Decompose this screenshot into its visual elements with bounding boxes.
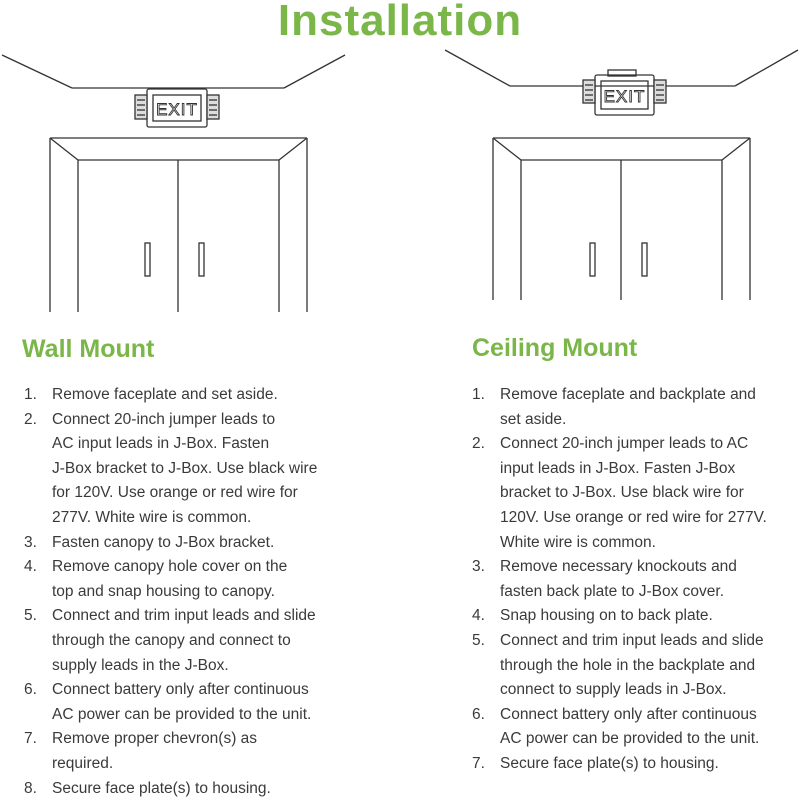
ceiling-mount-door-frame	[493, 138, 750, 300]
step-text: fasten back plate to J-Box cover.	[500, 580, 767, 605]
step-text: Remove faceplate and backplate and	[500, 383, 767, 408]
step-item	[472, 604, 767, 629]
step-text: Connect 20-inch jumper leads to AC	[500, 432, 767, 457]
door-handle-icon	[642, 243, 647, 276]
step-text: J-Box bracket to J-Box. Use black wire	[52, 457, 317, 482]
door-handle-icon	[590, 243, 595, 276]
step-item	[24, 604, 317, 678]
exit-sign-text: EXIT	[156, 100, 198, 119]
door-handle-icon	[199, 243, 204, 276]
step-text: supply leads in the J-Box.	[52, 654, 317, 679]
step-text: Remove faceplate and set aside.	[52, 383, 317, 408]
step-number: 1.	[24, 383, 37, 408]
step-number: 4.	[24, 555, 37, 580]
step-text: set aside.	[500, 408, 767, 433]
step-item	[472, 555, 767, 604]
step-item	[24, 531, 317, 556]
step-number: 3.	[472, 555, 485, 580]
step-text: required.	[52, 752, 317, 777]
step-text: connect to supply leads in J-Box.	[500, 678, 767, 703]
step-text: White wire is common.	[500, 531, 767, 556]
wall-mount-door-frame	[50, 138, 307, 312]
step-text: AC power can be provided to the unit.	[52, 703, 317, 728]
step-text: Remove proper chevron(s) as	[52, 727, 317, 752]
step-text: Snap housing on to back plate.	[500, 604, 767, 629]
step-text: Connect and trim input leads and slide	[52, 604, 317, 629]
page-title: Installation	[0, 0, 800, 46]
step-item	[24, 678, 317, 727]
step-text: AC power can be provided to the unit.	[500, 727, 767, 752]
step-text: AC input leads in J-Box. Fasten	[52, 432, 317, 457]
exit-sign-text: EXIT	[604, 87, 646, 106]
door-handle-icon	[145, 243, 150, 276]
step-item	[472, 383, 767, 432]
step-text: Secure face plate(s) to housing.	[52, 777, 317, 801]
step-text: Connect and trim input leads and slide	[500, 629, 767, 654]
installation-illustrations	[0, 0, 800, 330]
step-text: through the canopy and connect to	[52, 629, 317, 654]
step-number: 1.	[472, 383, 485, 408]
step-text: Secure face plate(s) to housing.	[500, 752, 767, 777]
step-number: 7.	[472, 752, 485, 777]
step-item	[24, 555, 317, 604]
step-number: 4.	[472, 604, 485, 629]
step-number: 2.	[24, 408, 37, 433]
step-item	[24, 383, 317, 408]
step-text: Fasten canopy to J-Box bracket.	[52, 531, 317, 556]
step-text: Remove canopy hole cover on the	[52, 555, 317, 580]
wall-mount-steps	[24, 383, 317, 801]
step-number: 7.	[24, 727, 37, 752]
step-item	[472, 752, 767, 777]
step-text: 277V. White wire is common.	[52, 506, 317, 531]
step-item	[472, 629, 767, 703]
step-text: Connect 20-inch jumper leads to	[52, 408, 317, 433]
step-text: top and snap housing to canopy.	[52, 580, 317, 605]
step-item	[24, 408, 317, 531]
step-text: Connect battery only after continuous	[500, 703, 767, 728]
step-text: 120V. Use orange or red wire for 277V.	[500, 506, 767, 531]
step-number: 3.	[24, 531, 37, 556]
step-number: 5.	[472, 629, 485, 654]
step-text: Remove necessary knockouts and	[500, 555, 767, 580]
step-text: input leads in J-Box. Fasten J-Box	[500, 457, 767, 482]
step-item	[24, 727, 317, 776]
step-text: for 120V. Use orange or red wire for	[52, 481, 317, 506]
step-item	[472, 432, 767, 555]
wall-mount-title: Wall Mount	[22, 335, 154, 364]
step-number: 5.	[24, 604, 37, 629]
step-number: 2.	[472, 432, 485, 457]
step-item	[472, 703, 767, 752]
wall-mount-room-lines	[2, 55, 345, 88]
step-text: bracket to J-Box. Use black wire for	[500, 481, 767, 506]
ceiling-mount-title: Ceiling Mount	[472, 334, 637, 363]
step-number: 6.	[24, 678, 37, 703]
step-number: 6.	[472, 703, 485, 728]
ceiling-mount-steps	[472, 383, 767, 777]
step-text: Connect battery only after continuous	[52, 678, 317, 703]
step-text: through the hole in the backplate and	[500, 654, 767, 679]
step-item	[24, 777, 317, 801]
step-number: 8.	[24, 777, 37, 801]
